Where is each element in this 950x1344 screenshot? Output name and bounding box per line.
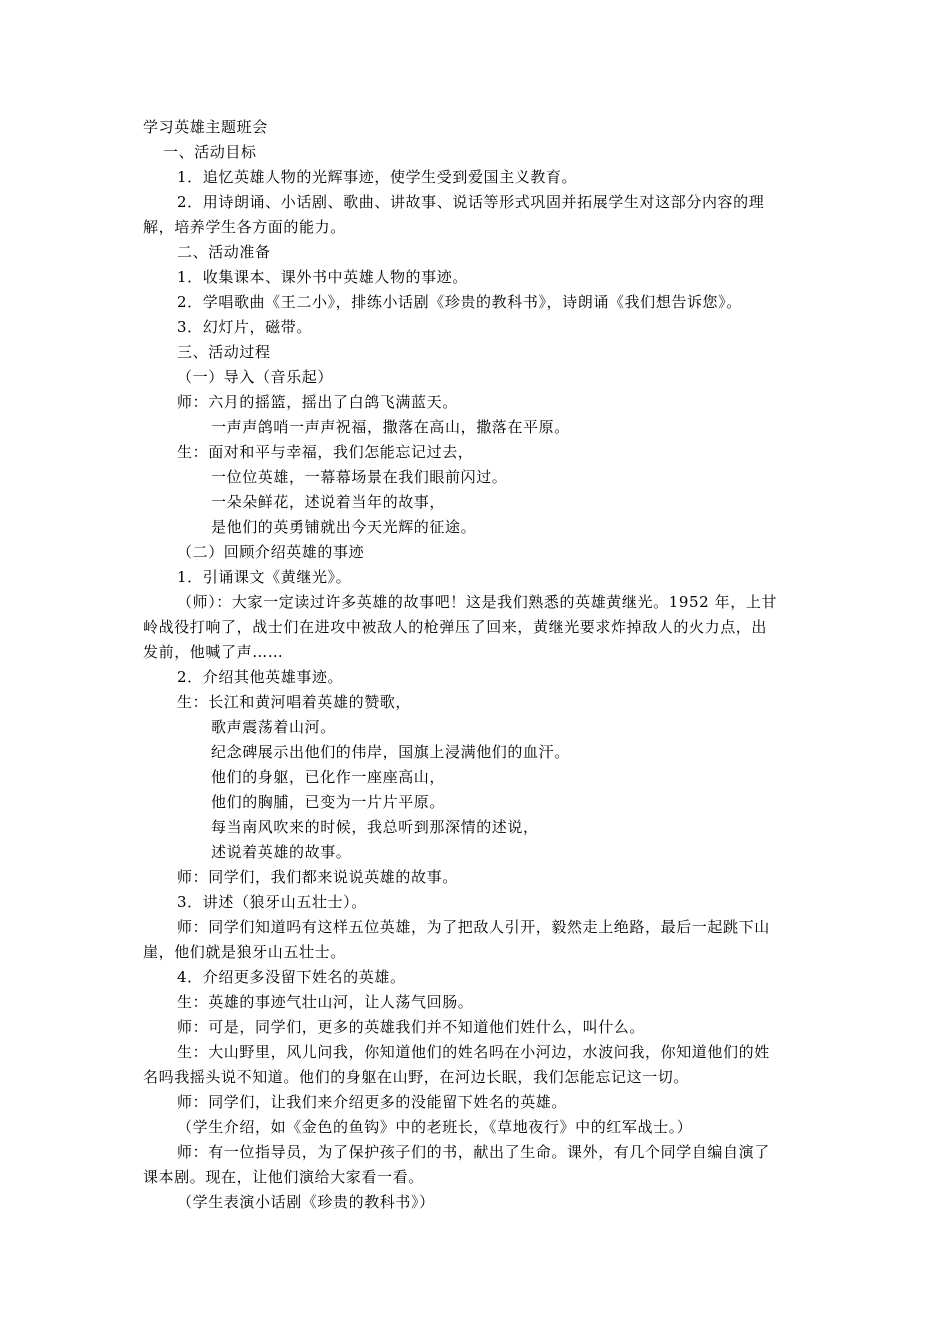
section-heading: 一、活动目标 — [163, 143, 257, 161]
poem-line: 是他们的英勇铺就出今天光辉的征途。 — [211, 518, 477, 536]
poem-line: 每当南风吹来的时候，我总听到那深情的述说， — [211, 818, 539, 836]
dialogue-line: 生：长江和黄河唱着英雄的赞歌， — [177, 693, 412, 711]
poem-line: 歌声震荡着山河。 — [211, 718, 336, 736]
poem-line: 一位位英雄，一幕幕场景在我们眼前闪过。 — [211, 468, 508, 486]
dialogue-line: 生：大山野里，风儿问我，你知道他们的姓名吗在小河边，水波问我，你知道他们的姓 — [177, 1043, 770, 1061]
paragraph-line: 4．介绍更多没留下姓名的英雄。 — [177, 968, 406, 986]
paragraph-line: 1．引诵课文《黄继光》。 — [177, 568, 352, 586]
paragraph-line: 名吗我摇头说不知道。他们的身躯在山野，在河边长眠，我们怎能忘记这一切。 — [143, 1068, 690, 1086]
paragraph-line: 2．学唱歌曲《王二小》，排练小话剧《珍贵的教科书》，诗朗诵《我们想告诉您》。 — [177, 293, 742, 311]
paragraph-line: 解，培养学生各方面的能力。 — [143, 218, 346, 236]
poem-line: 一朵朵鲜花，述说着当年的故事， — [211, 493, 446, 511]
paragraph-line: 3．幻灯片，磁带。 — [177, 318, 312, 336]
paragraph-line: 1．收集课本、课外书中英雄人物的事迹。 — [177, 268, 468, 286]
paragraph-line: 发前，他喊了声…… — [143, 643, 284, 661]
paragraph-line: 课本剧。现在，让他们演给大家看一看。 — [143, 1168, 424, 1186]
dialogue-line: 生：英雄的事迹气壮山河，让人荡气回肠。 — [177, 993, 474, 1011]
dialogue-line: 师：有一位指导员，为了保护孩子们的书，献出了生命。课外，有几个同学自编自演了 — [177, 1143, 770, 1161]
subsection-heading: （二）回顾介绍英雄的事迹 — [177, 543, 365, 561]
dialogue-line: 生：面对和平与幸福，我们怎能忘记过去， — [177, 443, 474, 461]
subsection-heading: （一）导入（音乐起） — [177, 368, 334, 386]
poem-line: 他们的胸脯，已变为一片片平原。 — [211, 793, 446, 811]
poem-line: 他们的身躯，已化作一座座高山， — [211, 768, 446, 786]
poem-line: 纪念碑展示出他们的伟岸，国旗上浸满他们的血汗。 — [211, 743, 570, 761]
dialogue-line: 师：同学们知道吗有这样五位英雄，为了把敌人引开，毅然走上绝路，最后一起跳下山 — [177, 918, 770, 936]
poem-line: 述说着英雄的故事。 — [211, 843, 352, 861]
paragraph-line: 崖，他们就是狼牙山五壮士。 — [143, 943, 346, 961]
poem-line: 一声声鸽哨一声声祝福，撒落在高山，撒落在平原。 — [211, 418, 570, 436]
paragraph-line: （学生表演小话剧《珍贵的教科书》） — [177, 1193, 435, 1211]
dialogue-line: 师：同学们，让我们来介绍更多的没能留下姓名的英雄。 — [177, 1093, 568, 1111]
paragraph-line: 3．讲述（狼牙山五壮士）。 — [177, 893, 367, 911]
section-heading: 二、活动准备 — [177, 243, 271, 261]
dialogue-line: 师：可是，同学们，更多的英雄我们并不知道他们姓什么，叫什么。 — [177, 1018, 646, 1036]
paragraph-line: （师）：大家一定读过许多英雄的故事吧！这是我们熟悉的英雄黄继光。1952 年，上甘 — [177, 593, 778, 611]
paragraph-line: （学生介绍，如《金色的鱼钩》中的老班长，《草地夜行》中的红军战士。） — [177, 1118, 693, 1136]
dialogue-line: 师：同学们，我们都来说说英雄的故事。 — [177, 868, 458, 886]
document-title: 学习英雄主题班会 — [143, 118, 268, 136]
paragraph-line: 2．介绍其他英雄事迹。 — [177, 668, 344, 686]
dialogue-line: 师：六月的摇篮，摇出了白鸽飞满蓝天。 — [177, 393, 458, 411]
paragraph-line: 1．追忆英雄人物的光辉事迹，使学生受到爱国主义教育。 — [177, 168, 578, 186]
paragraph-line: 2．用诗朗诵、小话剧、歌曲、讲故事、说话等形式巩固并拓展学生对这部分内容的理 — [177, 193, 765, 211]
paragraph-line: 岭战役打响了，战士们在进攻中被敌人的枪弹压了回来，黄继光要求炸掉敌人的火力点，出 — [143, 618, 768, 636]
section-heading: 三、活动过程 — [177, 343, 271, 361]
